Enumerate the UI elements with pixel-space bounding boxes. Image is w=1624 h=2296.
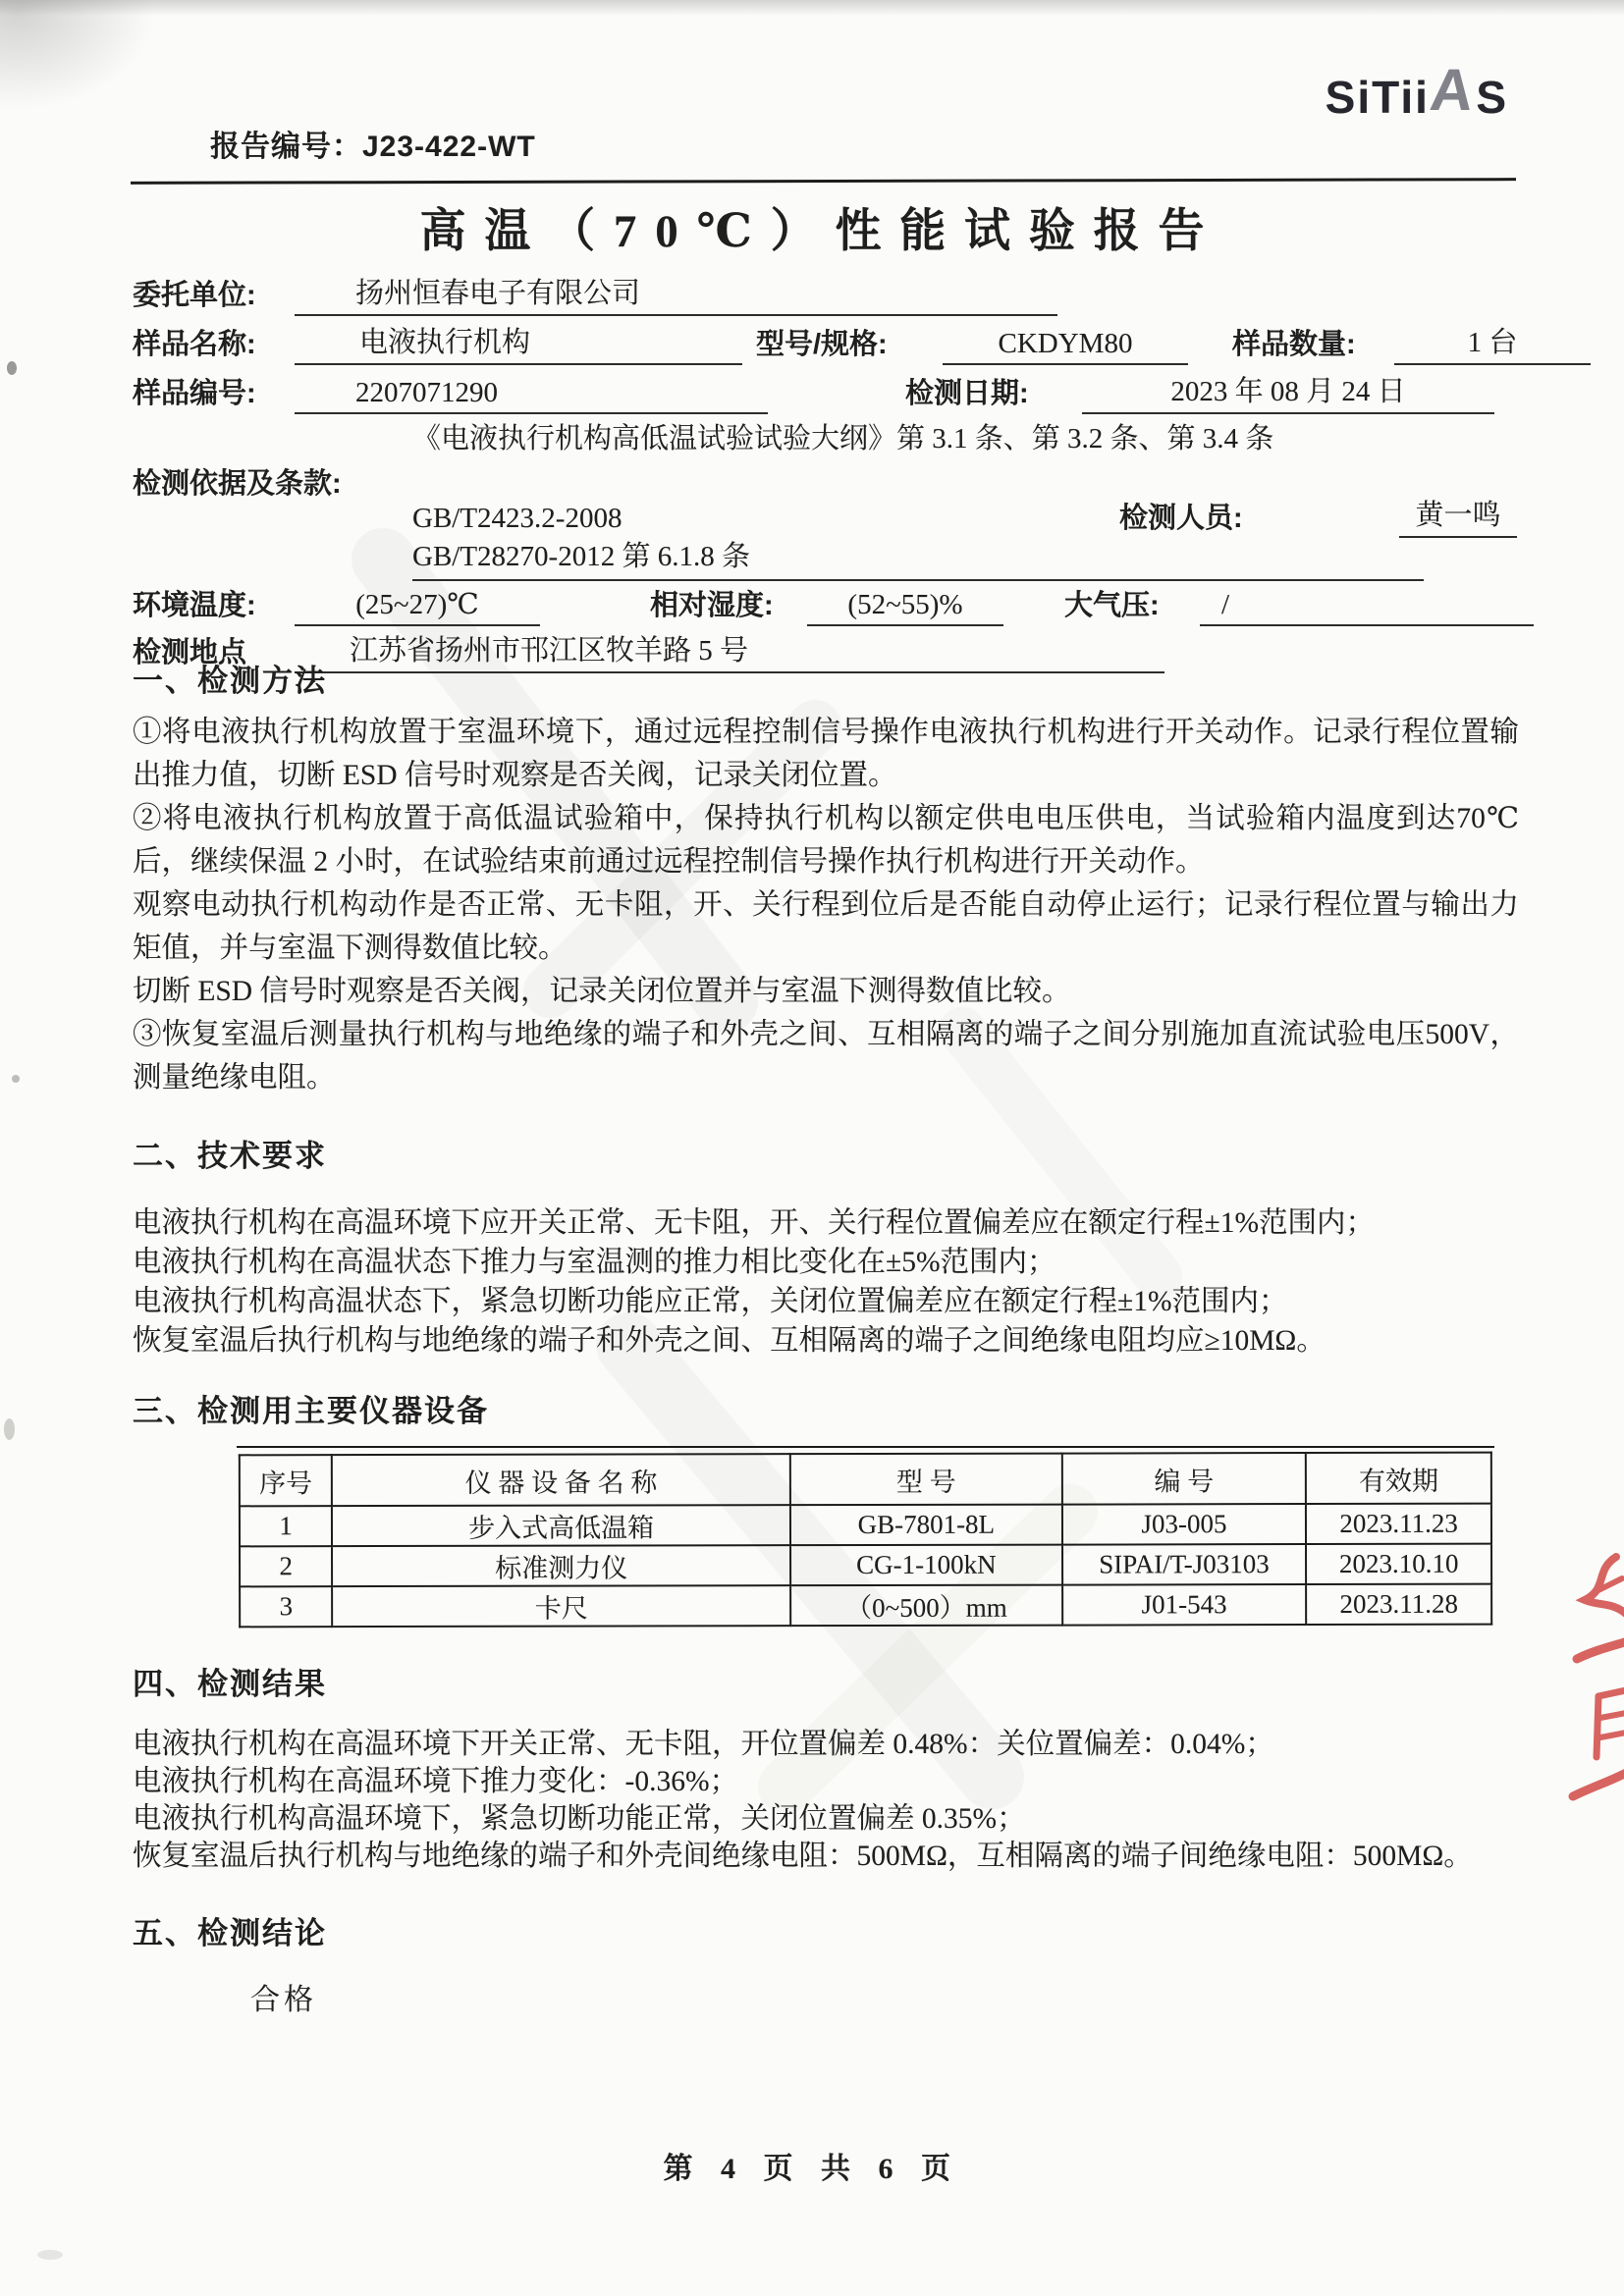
section4-heading: 四、检测结果 [133, 1667, 327, 1701]
logo-text-right: S [1476, 72, 1508, 123]
section4-body [133, 1726, 1519, 1875]
paragraph: ②将电液执行机构放置于高低温试验箱中，保持执行机构以额定供电电压供电，当试验箱内温度到达70℃后，继续保温 2 小时，在试验结束前通过远程控制信号操作执行机构进行开关动作。 [133, 803, 1519, 878]
date-label: 检测日期: [905, 378, 1029, 409]
section5-heading: 五、检测结论 [133, 1916, 327, 1950]
section2-body [133, 1203, 1519, 1361]
paragraph: 恢复室温后执行机构与地绝缘的端子和外壳间绝缘电阻：500MΩ，互相隔离的端子间绝缘电阻：500MΩ。 [133, 1841, 1473, 1872]
instruments-table-wrap [239, 1453, 1492, 1627]
col-header-model: 型 号 [790, 1454, 1062, 1506]
report-number-value: J23-422-WT [362, 131, 536, 163]
report-info-block [133, 267, 1517, 673]
conclusion-value: 合格 [250, 1984, 317, 2016]
cell-serial: J01-543 [1062, 1584, 1307, 1626]
basis-line2-text: GB/T2423.2-2008 [412, 503, 623, 534]
cell-model: CG-1-100kN [790, 1545, 1062, 1586]
col-header-index: 序号 [240, 1455, 332, 1506]
tester-field [1119, 458, 1517, 538]
paragraph: ③恢复室温后测量执行机构与地绝缘的端子和外壳之间、互相隔离的端子之间分别施加直流试验电压500V，测量绝缘电阻。 [133, 1019, 1519, 1094]
cell-name: 标准测力仪 [332, 1545, 790, 1586]
info-row-entrust [133, 267, 1517, 316]
info-row-environment [133, 581, 1517, 626]
paragraph: 电液执行机构在高温环境下开关正常、无卡阻，开位置偏差 0.48%：关位置偏差：0.04%； [133, 1729, 1274, 1760]
table-top-double-line [237, 1446, 1494, 1448]
cell-valid: 2023.11.28 [1306, 1584, 1491, 1625]
humidity-value: (52~55)% [807, 589, 1003, 626]
page-title: 高温（70℃）性能试验报告 [419, 206, 1223, 257]
cell-name: 卡尺 [332, 1585, 790, 1627]
basis-line3-text: GB/T28270-2012 第 6.1.8 条 [412, 538, 1424, 581]
cell-name: 步入式高低温箱 [332, 1505, 790, 1546]
paragraph: 恢复室温后执行机构与地绝缘的端子和外壳之间、互相隔离的端子之间绝缘电阻均应≥10MΩ。 [133, 1325, 1326, 1357]
logo-text-a: A [1427, 57, 1479, 123]
sample-no-value: 2207071290 [295, 377, 768, 414]
date-value: 2023 年 08 月 24 日 [1082, 369, 1494, 414]
section1-body [133, 711, 1519, 1099]
table-row [240, 1584, 1491, 1628]
header-divider [131, 178, 1516, 185]
env-temp-value: (25~27)℃ [295, 587, 540, 626]
scan-edge-shadow [0, 0, 1624, 16]
tester-label: 检测人员: [1119, 503, 1243, 534]
paragraph: ①将电液执行机构放置于室温环境下，通过远程控制信号操作电液执行机构进行开关动作。记录行程位置输出推力值，切断 ESD 信号时观察是否关阀，记录关闭位置。 [133, 717, 1519, 791]
paragraph: 电液执行机构在高温状态下推力与室温测的推力相比变化在±5%范围内； [133, 1247, 1056, 1278]
section2-heading: 二、技术要求 [133, 1139, 327, 1173]
scan-speck [12, 1075, 20, 1083]
cell-valid: 2023.11.23 [1306, 1504, 1491, 1544]
humidity-label: 相对湿度: [650, 590, 774, 621]
info-row-sample-no [133, 365, 1517, 414]
cell-index: 1 [240, 1506, 332, 1546]
paragraph: 电液执行机构在高温环境下应开关正常、无卡阻，开、关行程位置偏差应在额定行程±1%范围内； [133, 1207, 1376, 1239]
model-value: CKDYM80 [943, 328, 1188, 365]
sample-name-value: 电液执行机构 [295, 320, 742, 365]
basis-content [412, 420, 1517, 581]
pressure-value: / [1200, 589, 1534, 626]
scan-speck [4, 1418, 15, 1440]
col-header-valid: 有效期 [1306, 1453, 1491, 1504]
cell-serial: SIPAI/T-J03103 [1062, 1544, 1307, 1585]
cell-model: （0~500）mm [790, 1585, 1062, 1627]
info-row-basis [133, 420, 1517, 581]
report-number-label: 报告编号： [210, 131, 362, 163]
report-number [210, 122, 536, 165]
scan-corner-smudge [0, 0, 167, 118]
instruments-table [239, 1452, 1492, 1629]
table-row [240, 1504, 1491, 1547]
pressure-label: 大气压: [1064, 590, 1160, 621]
basis-label: 检测依据及条款: [133, 468, 342, 500]
scan-speck [37, 2250, 63, 2260]
cell-model: GB-7801-8L [790, 1505, 1062, 1546]
page-footer: 第 4 页 共 6 页 [663, 2153, 961, 2185]
qty-value: 1 台 [1394, 320, 1591, 365]
sample-no-label: 样品编号: [133, 378, 256, 409]
col-header-serial: 编 号 [1061, 1453, 1306, 1505]
sample-name-label: 样品名称: [133, 329, 256, 360]
cell-index: 3 [240, 1586, 332, 1627]
entrust-value: 扬州恒春电子有限公司 [295, 271, 1057, 316]
paragraph: 切断 ESD 信号时观察是否关阀，记录关闭位置并与室温下测得数值比较。 [133, 976, 1071, 1007]
section1-heading: 一、检测方法 [133, 664, 327, 698]
scan-speck [7, 361, 17, 375]
sitiias-logo [1325, 57, 1508, 123]
paragraph: 观察电动执行机构动作是否正常、无卡阻，开、关行程到位后是否能自动停止运行；记录行程位置与输出力矩值，并与室温下测得数值比较。 [133, 889, 1519, 964]
red-stamp-fragment [1565, 1549, 1624, 1814]
logo-text-left: SiTii [1325, 72, 1430, 123]
table-row [240, 1544, 1491, 1587]
info-row-sample [133, 316, 1517, 365]
qty-label: 样品数量: [1232, 329, 1356, 360]
entrust-label: 委托单位: [133, 280, 256, 311]
paragraph: 电液执行机构在高温环境下推力变化：-0.36%； [133, 1766, 739, 1797]
env-temp-label: 环境温度: [133, 590, 256, 621]
basis-line3 [412, 538, 1517, 581]
info-row-location [133, 626, 1517, 673]
section3-heading: 三、检测用主要仪器设备 [133, 1394, 489, 1428]
paragraph: 电液执行机构高温状态下，紧急切断功能应正常，关闭位置偏差应在额定行程±1%范围内； [133, 1286, 1288, 1317]
location-value: 江苏省扬州市邗江区牧羊路 5 号 [295, 628, 1164, 673]
table-header-row [240, 1453, 1491, 1507]
col-header-name: 仪 器 设 备 名 称 [332, 1454, 790, 1506]
location-label: 检测地点 [133, 637, 247, 668]
paragraph: 电液执行机构高温环境下，紧急切断功能正常，关闭位置偏差 0.35%； [133, 1803, 1026, 1835]
basis-line2 [412, 458, 1517, 538]
tester-value: 黄一鸣 [1399, 497, 1517, 538]
basis-line1: 《电液执行机构高低温试验试验大纲》第 3.1 条、第 3.2 条、第 3.4 条 [412, 423, 1274, 454]
model-label: 型号/规格: [756, 329, 888, 360]
cell-serial: J03-005 [1062, 1504, 1307, 1545]
cell-index: 2 [240, 1546, 332, 1586]
cell-valid: 2023.10.10 [1306, 1544, 1491, 1584]
